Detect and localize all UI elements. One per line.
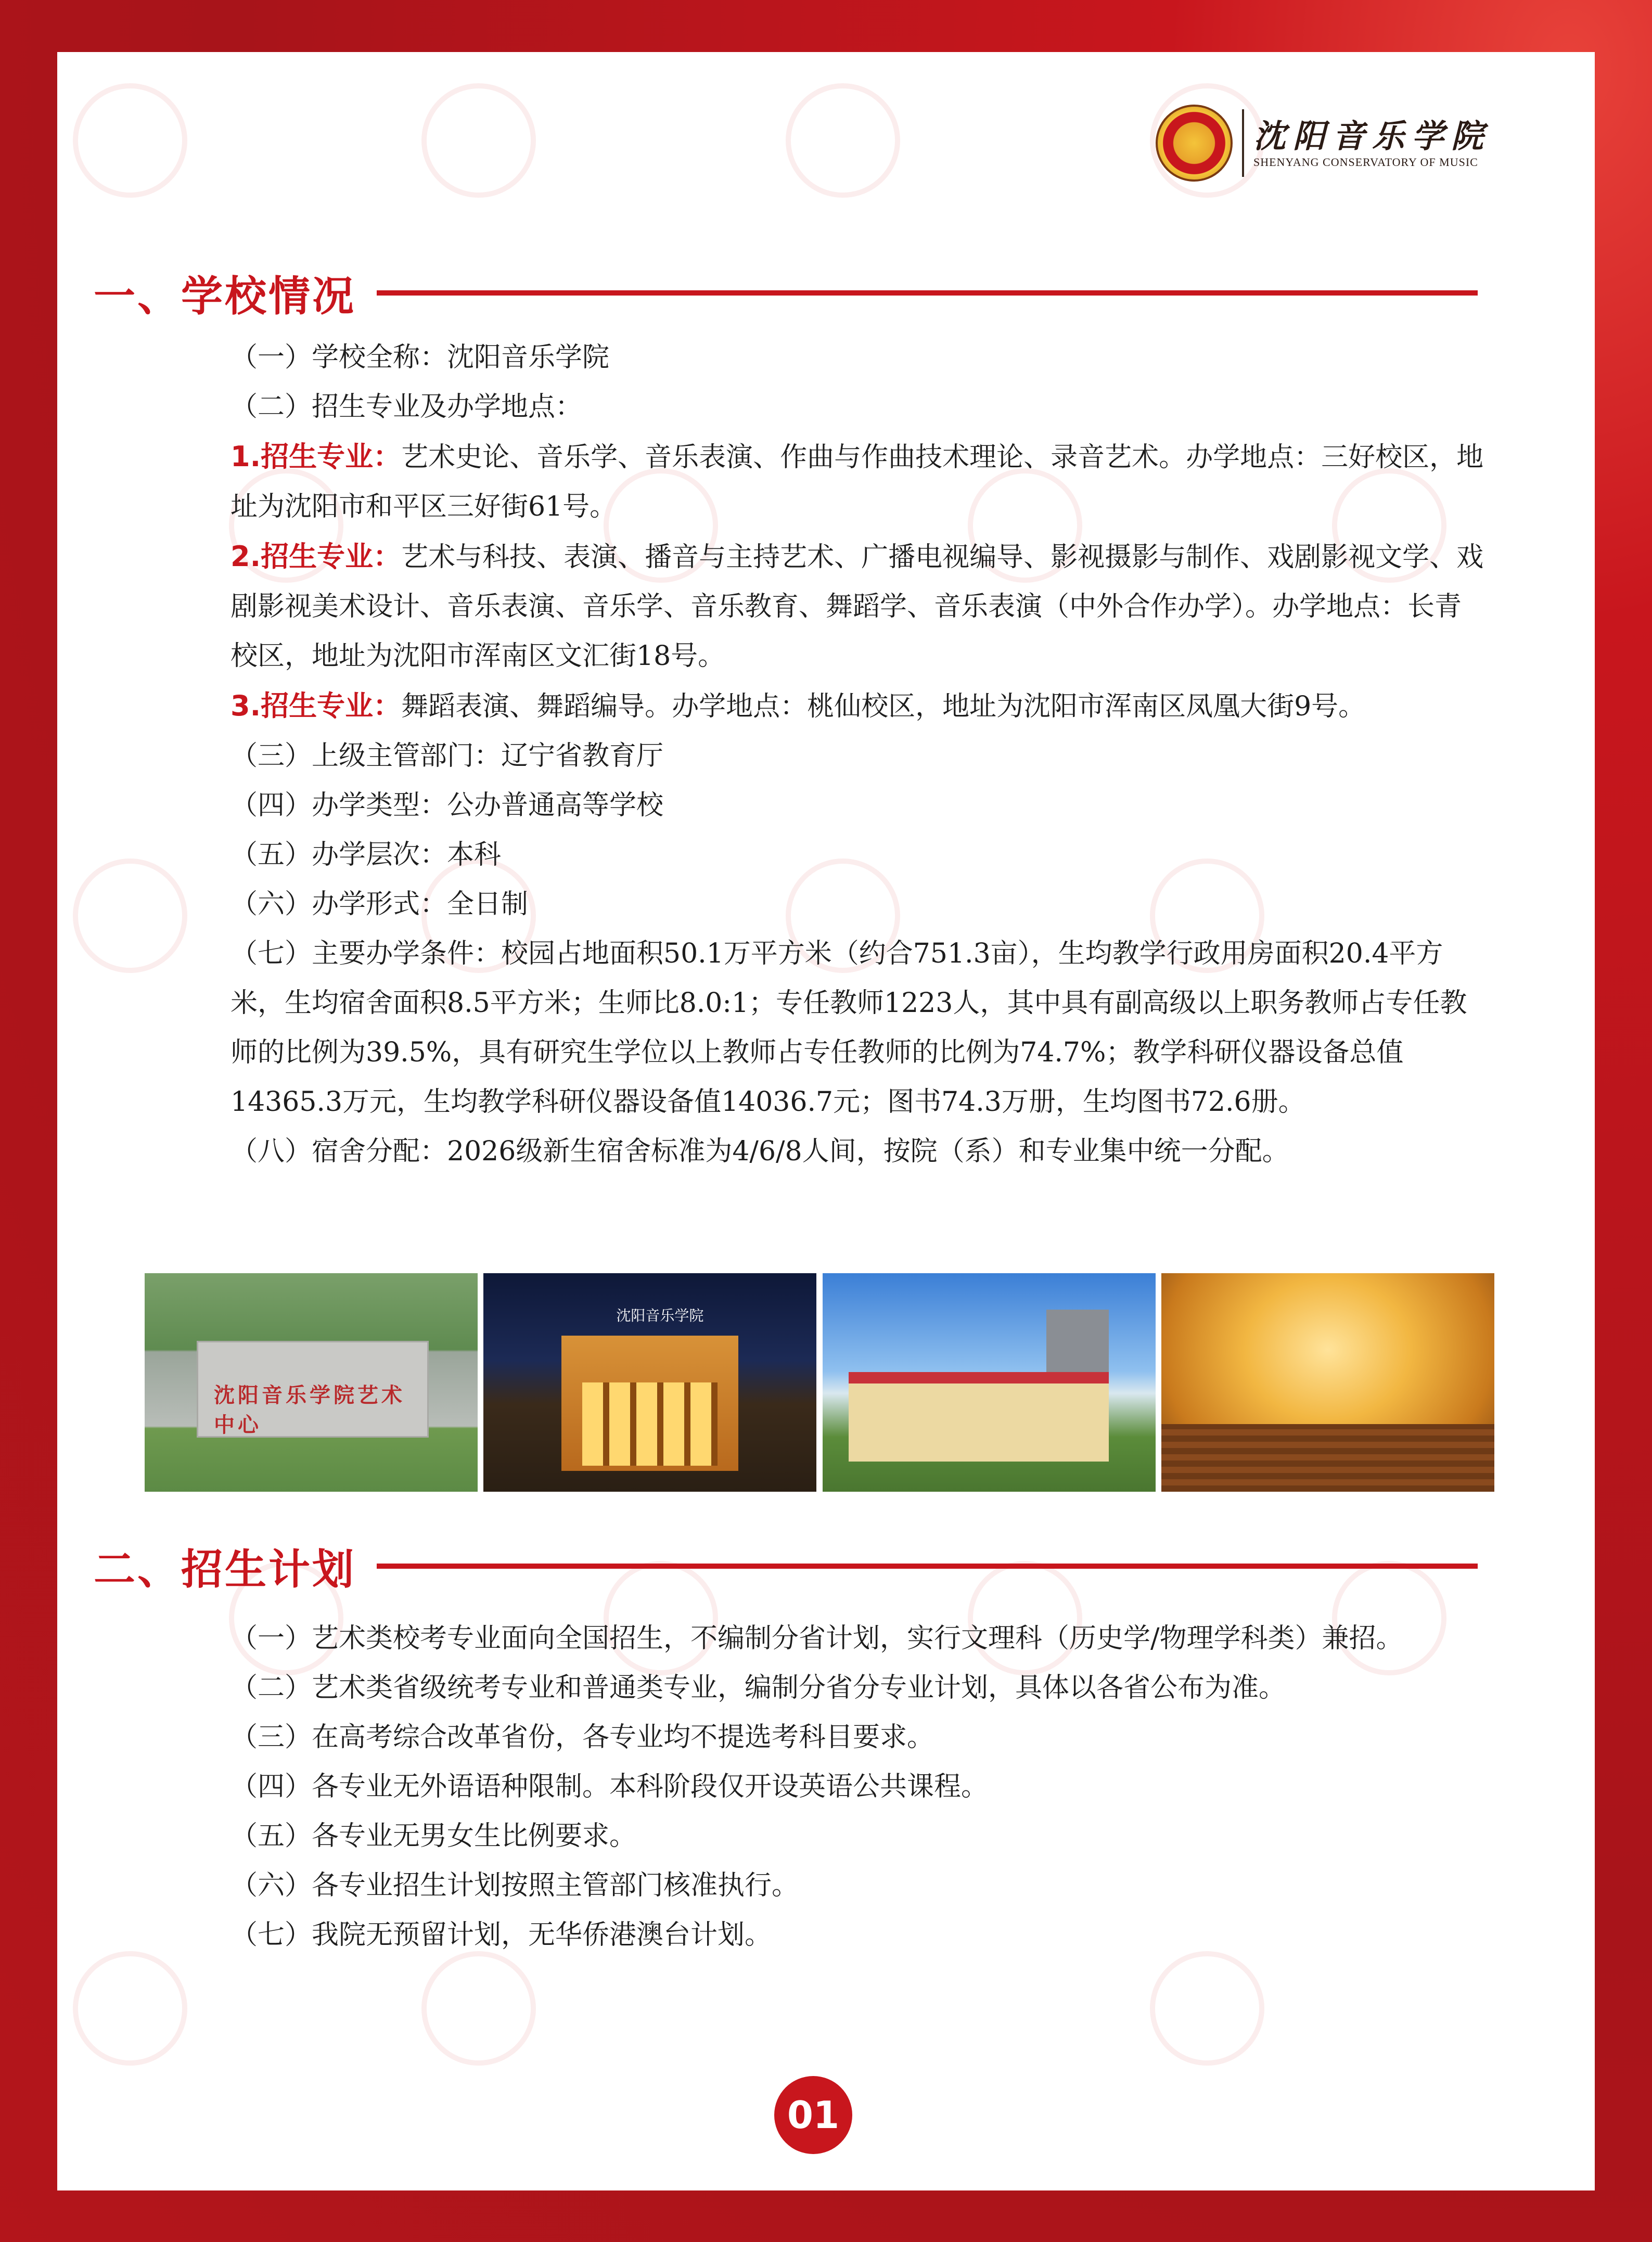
auditorium-interior-photo bbox=[1161, 1273, 1494, 1492]
hall-windows bbox=[582, 1382, 718, 1466]
paragraph: （五）办学层次：本科 bbox=[230, 839, 502, 870]
paragraph: （七）主要办学条件：校园占地面积50.1万平方米（约合751.3亩），生均教学行政用房面积20.4平方米，生均宿舍面积8.5平方米；生师比8.0:1；专任教师1223人，其中具有副高级以上职务教师占专任教师的比例为39.5%，具有研究生学位以上教师占专任教师的比例为74.7%；教学科研仪器设备总值14365.3万元，生均教学科研仪器设备值14036.7元；图书74.3万册，生均图书72.6册。 bbox=[230, 938, 1467, 1118]
paragraph: （一）学校全称：沈阳音乐学院 bbox=[230, 342, 610, 373]
hall-sign: 沈阳音乐学院 bbox=[616, 1307, 704, 1324]
main-building bbox=[849, 1372, 1109, 1462]
school-logo bbox=[1156, 104, 1491, 182]
major-label: 1.招生专业： bbox=[230, 440, 402, 473]
paragraph: （三）在高考综合改革省份，各专业均不提选考科目要求。 bbox=[230, 1722, 934, 1753]
section-divider-line bbox=[377, 290, 1478, 296]
section-heading-enrollment-plan bbox=[94, 1536, 1478, 1596]
section-divider-line bbox=[377, 1564, 1478, 1569]
section-heading-school-info bbox=[94, 263, 1478, 323]
major-paragraph bbox=[155, 432, 1487, 532]
major-label: 3.招生专业： bbox=[230, 689, 402, 722]
major-text: 艺术与科技、表演、播音与主持艺术、广播电视编导、影视摄影与制作、戏剧影视文学、戏剧影视美术设计、音乐表演、音乐学、音乐教育、舞蹈学、音乐表演（中外合作办学）。办学地点：长青校区，地址为沈阳市浑南区文汇街18号。 bbox=[230, 542, 1484, 672]
paragraph: （一）艺术类校考专业面向全国招生，不编制分省计划，实行文理科（历史学/物理学科类）兼招。 bbox=[230, 1623, 1403, 1654]
paragraph: （二）艺术类省级统考专业和普通类专业，编制分省分专业计划，具体以各省公布为准。 bbox=[230, 1672, 1286, 1703]
paragraph: （三）上级主管部门：辽宁省教育厅 bbox=[230, 740, 664, 772]
major-text: 艺术史论、音乐学、音乐表演、作曲与作曲技术理论、录音艺术。办学地点：三好校区，地址为沈阳市和平区三好街61号。 bbox=[230, 442, 1484, 522]
paragraph: （二）招生专业及办学地点： bbox=[230, 391, 583, 422]
stone-inscription: 沈阳音乐学院艺术中心 bbox=[214, 1383, 405, 1437]
paragraph: （八）宿舍分配：2026级新生宿舍标准为4/6/8人间，按院（系）和专业集中统一分配。 bbox=[230, 1136, 1289, 1167]
paragraph: （五）各专业无男女生比例要求。 bbox=[230, 1821, 637, 1852]
logo-text bbox=[1253, 117, 1491, 169]
campus-aerial-photo bbox=[823, 1273, 1156, 1492]
section-title: 一、学校情况 bbox=[94, 272, 356, 321]
campus-stone-photo bbox=[145, 1273, 478, 1492]
major-label: 2.招生专业： bbox=[230, 540, 402, 573]
tower-building bbox=[1046, 1310, 1109, 1382]
paragraph: （四）办学类型：公办普通高等学校 bbox=[230, 790, 664, 821]
page-number-badge: 01 bbox=[774, 2076, 852, 2154]
section-title: 二、招生计划 bbox=[94, 1545, 356, 1594]
logo-english-name: SHENYANG CONSERVATORY OF MUSIC bbox=[1253, 156, 1478, 169]
concert-hall-night-photo bbox=[483, 1273, 816, 1492]
major-paragraph bbox=[155, 681, 1487, 732]
paragraph: （四）各专业无外语语种限制。本科阶段仅开设英语公共课程。 bbox=[230, 1771, 989, 1802]
logo-chinese-name: 沈阳音乐学院 bbox=[1253, 117, 1491, 155]
section-school-info-body bbox=[155, 333, 1487, 1176]
auditorium-seats bbox=[1161, 1424, 1494, 1492]
paragraph: （六）各专业招生计划按照主管部门核准执行。 bbox=[230, 1870, 799, 1901]
major-text: 舞蹈表演、舞蹈编导。办学地点：桃仙校区，地址为沈阳市浑南区凤凰大街9号。 bbox=[401, 691, 1366, 722]
paragraph: （七）我院无预留计划，无华侨港澳台计划。 bbox=[230, 1919, 772, 1951]
school-emblem-icon bbox=[1156, 105, 1233, 182]
campus-photo-strip bbox=[145, 1273, 1494, 1492]
major-paragraph bbox=[155, 532, 1487, 681]
logo-divider bbox=[1242, 109, 1244, 177]
engraved-stone bbox=[197, 1341, 429, 1438]
paragraph: （六）办学形式：全日制 bbox=[230, 889, 529, 920]
section-enrollment-plan-body bbox=[155, 1614, 1487, 1960]
